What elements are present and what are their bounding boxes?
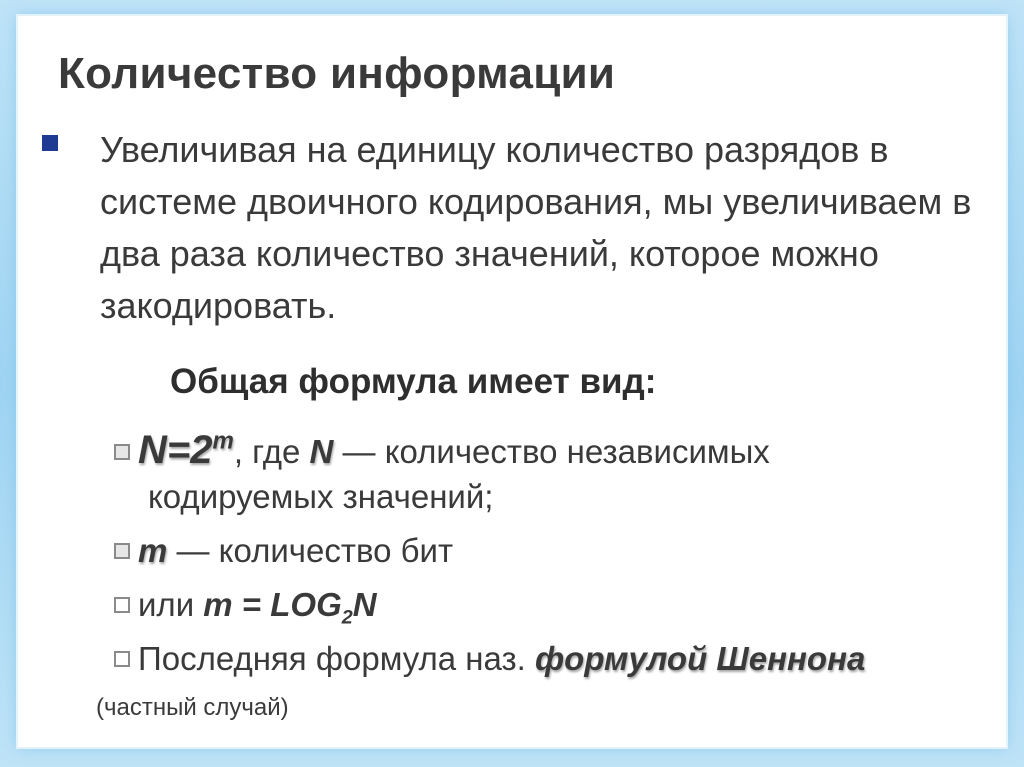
formula-subheading: Общая формула имеет вид: bbox=[170, 362, 657, 401]
formula-n-equals: $N=2^m$ bbox=[138, 427, 234, 472]
shannon-formula-highlight: формулой Шеннона bbox=[534, 640, 866, 677]
note-text: (частный случай) bbox=[96, 694, 289, 721]
square-bullet-icon bbox=[42, 135, 58, 151]
list-item bbox=[114, 428, 770, 473]
list-item bbox=[114, 586, 377, 629]
list-item bbox=[114, 532, 453, 570]
item-text: Последняя формула наз. bbox=[138, 640, 535, 677]
checkbox-bullet-icon bbox=[114, 444, 130, 460]
slide bbox=[18, 16, 1006, 747]
main-paragraph: Увеличивая на единицу количество разрядов в системе двоичного кодирования, мы увеличиваем в два раза количество значений, которое можно закодировать. bbox=[100, 129, 972, 326]
list-item-continuation: кодируемых значений; bbox=[148, 478, 494, 515]
list-item bbox=[114, 640, 865, 678]
item-text: — количество бит bbox=[167, 532, 454, 569]
item-text: , где bbox=[233, 433, 310, 470]
checkbox-bullet-icon bbox=[114, 597, 130, 613]
symbol-n: N bbox=[309, 433, 334, 470]
checkbox-bullet-icon bbox=[114, 651, 130, 667]
symbol-m: m bbox=[138, 532, 168, 569]
checkbox-bullet-icon bbox=[114, 543, 130, 559]
item-text: — количество независимых bbox=[333, 433, 770, 470]
slide-title: Количество информации bbox=[58, 49, 616, 98]
item-text: или bbox=[138, 586, 204, 623]
formula-log: $m = LOG_2N$ bbox=[203, 586, 377, 629]
